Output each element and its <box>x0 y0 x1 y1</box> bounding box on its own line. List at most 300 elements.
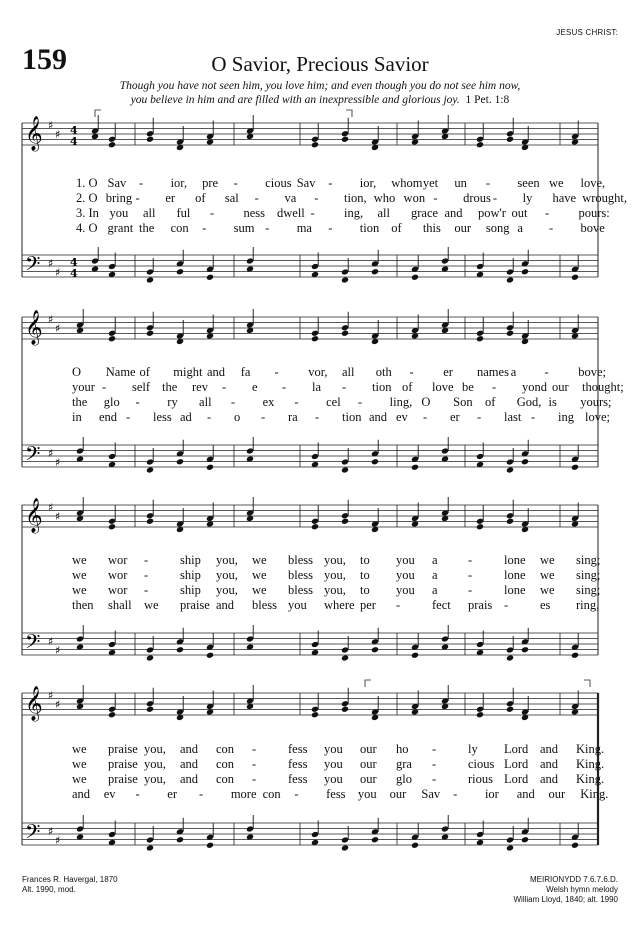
lyric-syllable: love <box>432 380 454 394</box>
lyric-syllable: you, <box>144 772 166 786</box>
bass-notehead <box>521 836 529 843</box>
bass-notehead <box>371 458 379 465</box>
lyric-syllable: - <box>252 757 257 771</box>
bass-notehead <box>506 654 514 661</box>
bass-notehead <box>506 276 514 283</box>
lyric-syllable: - <box>135 787 140 801</box>
lyric-line <box>0 757 640 771</box>
hymn-title: O Savior, Precious Savior <box>211 52 429 76</box>
lyric-syllable: King. <box>576 772 605 786</box>
lyric-syllable: - <box>432 772 437 786</box>
bass-clef-icon: 𝄢 <box>25 252 41 280</box>
lyric-syllable: of <box>402 380 413 394</box>
lyric-syllable: - <box>468 553 473 567</box>
lyric-syllable: to <box>360 583 370 597</box>
lyric-syllable: - <box>432 742 437 756</box>
lyric-syllable: ling, <box>389 395 413 409</box>
lyric-syllable: to <box>360 568 370 582</box>
lyric-syllable: we <box>548 176 564 190</box>
lyric-syllable: e <box>252 380 258 394</box>
key-sharp-icon: ♯ <box>48 635 54 648</box>
lyric-syllable: Lord <box>504 757 529 771</box>
lyric-syllable: tion <box>342 410 362 424</box>
bass-time-signature-bottom: 4 <box>70 267 78 280</box>
lyric-syllable: and <box>540 772 559 786</box>
lyric-syllable: - <box>468 583 473 597</box>
lyric-syllable: - <box>468 568 473 582</box>
lyric-syllable: you <box>396 553 415 567</box>
bass-notehead <box>146 654 154 661</box>
lyric-syllable: fess <box>288 757 308 771</box>
lyric-syllable: praise <box>108 757 138 771</box>
lyric-syllable: less <box>153 410 172 424</box>
lyric-syllable: and <box>180 742 199 756</box>
lyric-syllable: - <box>328 176 333 190</box>
treble-notehead <box>476 335 484 342</box>
bass-notehead <box>521 268 529 275</box>
lyric-syllable: praise <box>108 742 138 756</box>
key-sharp-icon: ♯ <box>55 698 61 711</box>
treble-clef-icon: 𝄞 <box>25 498 43 533</box>
arranger-credit: William Lloyd, 1840; alt. 1990 <box>513 895 618 904</box>
lyric-line <box>0 221 640 235</box>
lyric-syllable: es <box>540 598 551 612</box>
bass-notehead <box>341 276 349 283</box>
lyric-syllable: yond <box>522 380 547 394</box>
lyric-syllable: - <box>144 553 149 567</box>
section-header: JESUS CHRIST: <box>556 28 618 37</box>
epigraph-text: you believe in him and are filled with an inexpressible and glorious joy. <box>130 94 460 106</box>
tune-origin: Welsh hymn melody <box>546 885 618 894</box>
lyric-syllable: wor <box>108 568 128 582</box>
lyric-syllable: - <box>342 380 347 394</box>
treble-clef-icon: 𝄞 <box>25 686 43 721</box>
key-sharp-icon: ♯ <box>55 322 61 335</box>
lyric-syllable: - <box>315 410 320 424</box>
bass-notehead <box>146 844 154 851</box>
lyric-syllable: ry <box>167 395 178 409</box>
lyric-syllable: cel <box>326 395 341 409</box>
lyric-syllable: sing; <box>576 583 601 597</box>
lyric-syllable: - <box>102 380 107 394</box>
lyric-syllable: wor <box>108 583 128 597</box>
lyric-syllable: ly <box>468 742 478 756</box>
lyric-syllable: we <box>72 757 87 771</box>
bass-time-signature-top: 4 <box>70 256 78 269</box>
lyric-syllable: er <box>167 787 177 801</box>
bass-notehead <box>146 466 154 473</box>
lyric-syllable: Sav <box>421 787 441 801</box>
lyric-syllable: - <box>282 380 287 394</box>
lyric-syllable: - <box>531 410 536 424</box>
lyric-syllable: glo <box>103 395 120 409</box>
lyric-syllable: and <box>207 365 226 379</box>
treble-notehead <box>476 141 484 148</box>
key-sharp-icon: ♯ <box>48 447 54 460</box>
key-sharp-icon: ♯ <box>48 257 54 270</box>
lyric-syllable: - <box>207 410 212 424</box>
lyric-syllable: the <box>72 395 88 409</box>
lyric-syllable: glo <box>396 772 412 786</box>
lyric-syllable: you, <box>324 568 346 582</box>
lyric-syllable: all <box>143 206 156 220</box>
lyric-syllable: whom <box>391 176 423 190</box>
bass-notehead <box>506 466 514 473</box>
treble-notehead <box>341 706 349 713</box>
lyric-syllable: bring <box>105 191 133 205</box>
lyric-syllable: we <box>144 598 159 612</box>
lyric-syllable: a <box>510 365 517 379</box>
lyric-syllable: you, <box>144 742 166 756</box>
lyric-syllable: fess <box>288 742 308 756</box>
lyric-syllable: and <box>516 787 535 801</box>
lyric-line <box>0 583 640 597</box>
lyric-syllable: song <box>485 221 510 235</box>
lyric-line <box>0 365 640 379</box>
key-sharp-icon: ♯ <box>48 825 54 838</box>
lyric-syllable: we <box>72 583 87 597</box>
treble-notehead <box>311 141 319 148</box>
treble-notehead <box>506 706 514 713</box>
lyric-syllable: of <box>391 221 402 235</box>
lyric-syllable: you <box>324 772 343 786</box>
lyric-syllable: you <box>324 742 343 756</box>
lyric-syllable: ly <box>522 191 533 205</box>
lyric-syllable: you <box>324 757 343 771</box>
lyric-syllable: O <box>421 395 431 409</box>
key-sharp-icon: ♯ <box>55 510 61 523</box>
lyric-line <box>0 787 640 801</box>
lyric-syllable: er <box>165 191 176 205</box>
lyric-syllable: pre <box>202 176 219 190</box>
lyric-syllable: ad <box>180 410 192 424</box>
key-sharp-icon: ♯ <box>55 266 61 279</box>
treble-notehead <box>311 711 319 718</box>
lyric-syllable: cious <box>265 176 292 190</box>
lyric-syllable: - <box>135 395 140 409</box>
lyric-syllable: per <box>360 598 376 612</box>
lyric-syllable: we <box>72 553 87 567</box>
lyric-syllable: con <box>216 742 235 756</box>
lyric-syllable: love, <box>580 176 606 190</box>
bass-notehead <box>521 458 529 465</box>
bass-notehead <box>411 464 419 471</box>
key-sharp-icon: ♯ <box>55 128 61 141</box>
lyric-syllable: and <box>444 206 463 220</box>
lyric-syllable: dwell <box>277 206 305 220</box>
lyric-syllable: sing; <box>576 568 601 582</box>
lyric-syllable: self <box>132 380 151 394</box>
lyric-syllable: names <box>477 365 509 379</box>
lyric-syllable: our <box>360 742 377 756</box>
bass-notehead <box>206 464 214 471</box>
bass-clef-icon: 𝄢 <box>25 630 41 658</box>
bass-notehead <box>571 842 579 849</box>
treble-clef-icon: 𝄞 <box>25 116 43 151</box>
lyric-syllable: - <box>265 221 270 235</box>
lyric-syllable: drous <box>463 191 491 205</box>
lyric-syllable: have <box>552 191 577 205</box>
treble-notehead <box>341 518 349 525</box>
lyric-syllable: ior <box>484 787 499 801</box>
phrase-bracket <box>346 110 352 117</box>
lyric-syllable: be <box>462 380 474 394</box>
treble-notehead <box>311 335 319 342</box>
treble-time-signature-bottom: 4 <box>70 135 78 148</box>
lyric-syllable: ship <box>180 583 201 597</box>
lyric-syllable: con <box>216 772 235 786</box>
lyric-syllable: - <box>139 176 144 190</box>
lyric-syllable: - <box>252 742 257 756</box>
bass-notehead <box>571 652 579 659</box>
lyric-syllable: our <box>360 772 377 786</box>
lyric-syllable: - <box>544 365 549 379</box>
lyric-syllable: you, <box>216 553 238 567</box>
lyric-syllable: - <box>433 191 438 205</box>
lyric-syllable: where <box>324 598 355 612</box>
lyric-syllable: tion, <box>344 191 367 205</box>
lyric-syllable: praise <box>180 598 210 612</box>
scripture-reference: 1 Pet. 1:8 <box>465 94 510 106</box>
lyric-syllable: we <box>72 772 87 786</box>
lyric-syllable: - <box>144 583 149 597</box>
lyric-syllable: thought; <box>582 380 624 394</box>
phrase-bracket <box>365 680 371 687</box>
lyric-syllable: a <box>432 568 438 582</box>
lyric-line <box>0 191 640 205</box>
lyric-syllable: - <box>261 410 266 424</box>
lyric-syllable: grace <box>411 206 439 220</box>
lyric-syllable: in <box>72 410 82 424</box>
lyric-syllable: we <box>252 553 267 567</box>
lyric-syllable: fess <box>326 787 346 801</box>
lyric-syllable: out <box>511 206 528 220</box>
lyric-syllable: to <box>360 553 370 567</box>
lyric-syllable: more <box>230 787 257 801</box>
lyric-syllable: our <box>360 757 377 771</box>
lyric-syllable: lone <box>504 553 526 567</box>
lyric-syllable: bless <box>288 553 313 567</box>
lyric-syllable: you, <box>216 568 238 582</box>
lyric-syllable: lone <box>504 568 526 582</box>
lyric-syllable: - <box>310 206 315 220</box>
lyric-syllable: bove; <box>578 365 607 379</box>
lyric-syllable: and <box>180 757 199 771</box>
lyric-syllable: your <box>72 380 95 394</box>
lyric-syllable: then <box>72 598 94 612</box>
lyric-syllable: er <box>443 365 453 379</box>
lyric-syllable: Son <box>453 395 473 409</box>
lyric-syllable: we <box>72 742 87 756</box>
credits-tune <box>514 875 619 905</box>
bass-notehead <box>176 458 184 465</box>
lyric-syllable: o <box>234 410 241 424</box>
lyric-syllable: seen <box>517 176 540 190</box>
alteration-credit: Alt. 1990, mod. <box>22 885 76 894</box>
lyric-syllable: ful <box>176 206 191 220</box>
lyric-syllable: - <box>423 410 428 424</box>
lyric-syllable: - <box>357 395 363 409</box>
key-sharp-icon: ♯ <box>48 119 54 132</box>
lyric-syllable: a <box>432 583 438 597</box>
key-sharp-icon: ♯ <box>55 834 61 847</box>
lyric-syllable: King. <box>580 787 609 801</box>
bass-notehead <box>176 268 184 275</box>
lyric-syllable: - <box>453 787 458 801</box>
lyric-syllable: our <box>552 380 569 394</box>
lyric-syllable: va <box>284 191 297 205</box>
lyric-syllable: - <box>294 787 299 801</box>
lyric-syllable: - <box>274 365 279 379</box>
lyric-syllable: 3. In <box>76 206 99 220</box>
lyric-syllable: wor <box>108 553 128 567</box>
treble-notehead <box>341 136 349 143</box>
lyric-syllable: ma <box>296 221 312 235</box>
phrase-bracket <box>584 680 590 687</box>
lyric-syllable: ho <box>396 742 409 756</box>
lyric-syllable: you <box>288 598 307 612</box>
lyric-syllable: King. <box>576 742 605 756</box>
lyric-syllable: is <box>548 395 557 409</box>
lyric-syllable: tion <box>359 221 380 235</box>
lyric-line <box>0 380 640 394</box>
lyric-syllable: God, <box>516 395 542 409</box>
lyric-syllable: - <box>432 757 437 771</box>
bass-notehead <box>206 652 214 659</box>
author-credit: Frances R. Havergal, 1870 <box>22 875 118 884</box>
lyric-syllable: and <box>216 598 235 612</box>
lyric-syllable: pours: <box>578 206 610 220</box>
key-sharp-icon: ♯ <box>55 644 61 657</box>
key-sharp-icon: ♯ <box>55 456 61 469</box>
lyric-syllable: wrought, <box>582 191 628 205</box>
lyric-syllable: - <box>202 221 207 235</box>
bass-notehead <box>341 466 349 473</box>
lyric-syllable: fect <box>432 598 451 612</box>
lyric-syllable: - <box>492 380 497 394</box>
lyric-syllable: ev <box>103 787 116 801</box>
treble-notehead <box>108 141 116 148</box>
lyric-syllable: gra <box>396 757 412 771</box>
bass-notehead <box>571 274 579 281</box>
treble-notehead <box>506 330 514 337</box>
lyric-syllable: King. <box>576 757 605 771</box>
lyric-syllable: all <box>199 395 212 409</box>
bass-notehead <box>176 836 184 843</box>
lyric-syllable: - <box>210 206 215 220</box>
lyric-syllable: ing <box>558 410 574 424</box>
treble-notehead <box>506 518 514 525</box>
key-sharp-icon: ♯ <box>48 689 54 702</box>
lyric-syllable: ior, <box>359 176 377 190</box>
lyric-syllable: grant <box>107 221 134 235</box>
lyric-syllable: we <box>540 553 555 567</box>
bass-notehead <box>521 646 529 653</box>
lyric-line <box>0 742 640 756</box>
lyric-syllable: all <box>377 206 390 220</box>
lyric-syllable: - <box>294 395 299 409</box>
lyric-syllable: you <box>357 787 377 801</box>
lyric-line <box>0 176 640 190</box>
bass-notehead <box>146 276 154 283</box>
key-sharp-icon: ♯ <box>48 313 54 326</box>
lyric-syllable: - <box>504 598 509 612</box>
lyric-syllable: - <box>252 772 257 786</box>
lyric-syllable: yours; <box>580 395 612 409</box>
lyric-syllable: and <box>72 787 91 801</box>
lyric-syllable: bove <box>580 221 605 235</box>
lyric-syllable: ex <box>262 395 275 409</box>
lyric-syllable: - <box>199 787 204 801</box>
credits-text <box>22 875 118 895</box>
lyric-line <box>0 553 640 567</box>
lyric-syllable: we <box>252 583 267 597</box>
lyric-syllable: you, <box>144 757 166 771</box>
bass-notehead <box>206 274 214 281</box>
hymn-number: 159 <box>22 43 67 76</box>
lyric-syllable: con <box>262 787 281 801</box>
lyric-syllable: Lord <box>504 742 529 756</box>
lyric-syllable: the <box>139 221 155 235</box>
lyric-syllable: ing, <box>344 206 364 220</box>
lyric-syllable: - <box>477 410 482 424</box>
bass-notehead <box>411 842 419 849</box>
lyric-syllable: our <box>548 787 566 801</box>
lyric-syllable: bless <box>288 568 313 582</box>
lyric-syllable: - <box>135 191 140 205</box>
bass-notehead <box>571 464 579 471</box>
lyric-line <box>0 598 640 612</box>
lyric-syllable: we <box>252 568 267 582</box>
treble-notehead <box>146 518 154 525</box>
lyric-syllable: and <box>540 757 559 771</box>
treble-notehead <box>108 335 116 342</box>
treble-notehead <box>311 523 319 530</box>
lyric-syllable: con <box>216 757 235 771</box>
lyric-syllable: Name <box>105 365 136 379</box>
lyric-syllable: cious <box>468 757 495 771</box>
lyric-syllable: tion <box>372 380 392 394</box>
bass-notehead <box>341 654 349 661</box>
lyric-syllable: lone <box>504 583 526 597</box>
lyric-syllable: - <box>230 395 235 409</box>
lyric-syllable: - <box>492 191 498 205</box>
lyric-syllable: ior, <box>170 176 188 190</box>
lyric-line <box>0 410 640 424</box>
bass-notehead <box>176 646 184 653</box>
bass-notehead <box>371 836 379 843</box>
lyric-syllable: of <box>139 365 150 379</box>
lyric-syllable: ev <box>396 410 408 424</box>
lyric-syllable: er <box>450 410 460 424</box>
treble-notehead <box>146 330 154 337</box>
lyric-syllable: sum <box>233 221 255 235</box>
bass-notehead <box>371 268 379 275</box>
lyric-line <box>0 772 640 786</box>
lyric-syllable: - <box>233 176 238 190</box>
treble-notehead <box>146 706 154 713</box>
lyric-syllable: last <box>504 410 522 424</box>
lyric-syllable: - <box>545 206 550 220</box>
lyric-line <box>0 206 640 220</box>
treble-time-signature-top: 4 <box>70 124 78 137</box>
tune-name: MEIRIONYDD 7.6.7.6.D. <box>529 875 618 884</box>
lyric-syllable: a <box>432 553 438 567</box>
lyric-syllable: you, <box>324 553 346 567</box>
lyric-syllable: our <box>454 221 472 235</box>
lyric-syllable: Sav <box>107 176 127 190</box>
lyric-syllable: - <box>314 191 319 205</box>
